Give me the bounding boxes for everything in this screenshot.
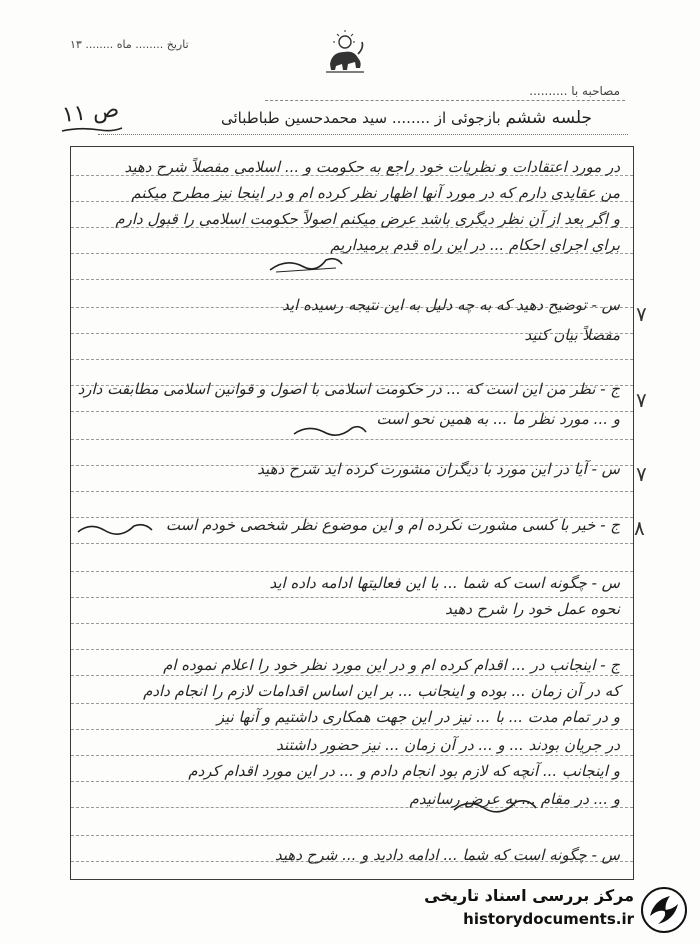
handwritten-line: برای اجرای احکام ... در این راه قدم برمیداریم [330, 236, 620, 254]
ruling-line [71, 491, 633, 492]
page-number-underline [60, 126, 124, 134]
ruling-line [71, 543, 633, 544]
header-rule [98, 134, 628, 135]
ruling-line [71, 597, 633, 598]
handwritten-line: س - توضیح دهید که به چه دلیل به این نتیجه رسیده اید [282, 296, 620, 314]
archive-url: historydocuments.ir [463, 910, 634, 928]
handwritten-line: س - چگونه است که شما ... ادامه دادید و ... شرح دهید [275, 846, 620, 864]
handwritten-line: ج - خیر با کسی مشورت نکرده ام و این موضوع نظر شخصی خودم است [165, 516, 620, 534]
session-label: جلسه ششم [505, 108, 592, 128]
handwritten-line: و ... در مقام ... به عرض رسانیدم [409, 790, 620, 808]
ruling-line [71, 675, 633, 676]
inquiry-heading [221, 108, 622, 128]
handwritten-line: که در آن زمان ... بوده و اینجانب ... بر این اساس اقدامات لازم را انجام دادم [143, 682, 620, 700]
archive-name: مرکز بررسی اسناد تاریخی [424, 886, 634, 905]
handwritten-line: ج - اینجانب در ... اقدام کرده ام و در این مورد نظر خود را اعلام نموده ام [163, 656, 620, 674]
archive-watermark [400, 880, 696, 940]
handwritten-line: س - آیا در این مورد با دیگران مشورت کرده اید شرح دهید [257, 460, 620, 478]
handwritten-line: و در تمام مدت ... با ... نیز در این جهت همکاری داشتیم و آنها نیز [216, 708, 620, 726]
ruling-line [71, 623, 633, 624]
margin-mark: ۷ [636, 462, 647, 486]
header-divider [265, 100, 625, 101]
signature-scribble [266, 254, 346, 276]
interview-field: مصاحبه با .......... [529, 84, 620, 98]
margin-mark: ۸ [634, 516, 645, 540]
handwritten-line: و ... مورد نظر ما ... به همین نحو است [376, 410, 620, 428]
handwritten-line: ج - نظر من این است که ... در حکومت اسلامی با اصول و قوانین اسلامی مطابقت دارد [77, 380, 620, 398]
lion-and-sun-emblem [320, 28, 370, 74]
archive-logo-icon [640, 886, 688, 934]
signature-scribble [450, 796, 540, 818]
signature-scribble [74, 520, 154, 542]
handwritten-line: و اینجانب ... آنچه که لازم بود انجام دادم و ... در این مورد اقدام کردم [188, 762, 620, 780]
handwritten-line: در جریان بودند ... و ... در آن زمان ... نیز حضور داشتند [276, 736, 620, 754]
ruling-line [71, 755, 633, 756]
margin-mark: ۷ [636, 302, 647, 326]
ruling-line [71, 279, 633, 280]
handwritten-line: س - چگونه است که شما ... با این فعالیتها ادامه داده اید [269, 574, 620, 592]
date-field: تاریخ ........ ماه ........ ۱۳ [70, 38, 189, 51]
margin-mark: ۷ [636, 388, 647, 412]
ruling-line [71, 649, 633, 650]
handwritten-line: و اگر بعد از آن نظر دیگری باشد عرض میکنم اصولاً حکومت اسلامی را قبول دارم [115, 210, 620, 228]
ruling-line [71, 729, 633, 730]
handwritten-line: نحوه عمل خود را شرح دهید [445, 600, 620, 618]
handwritten-line: در مورد اعتقادات و نظریات خود راجع به حکومت و ... اسلامی مفصلاً شرح دهید [124, 158, 620, 176]
signature-scribble [290, 420, 370, 442]
ruling-line [71, 359, 633, 360]
page-number: ص ۱۱ [60, 97, 121, 128]
handwritten-line: مفصلاً بیان کنید [524, 326, 620, 344]
ruling-line [71, 571, 633, 572]
ruling-line [71, 781, 633, 782]
handwritten-line: من عقایدی دارم که در مورد آنها اظهار نظر کرده ام و در اینجا نیز مطرح میکنم [131, 184, 620, 202]
ruling-line [71, 835, 633, 836]
inquiry-line: بازجوئی از ........ سید محمدحسین طباطبائی [221, 109, 501, 127]
ruling-line [71, 703, 633, 704]
